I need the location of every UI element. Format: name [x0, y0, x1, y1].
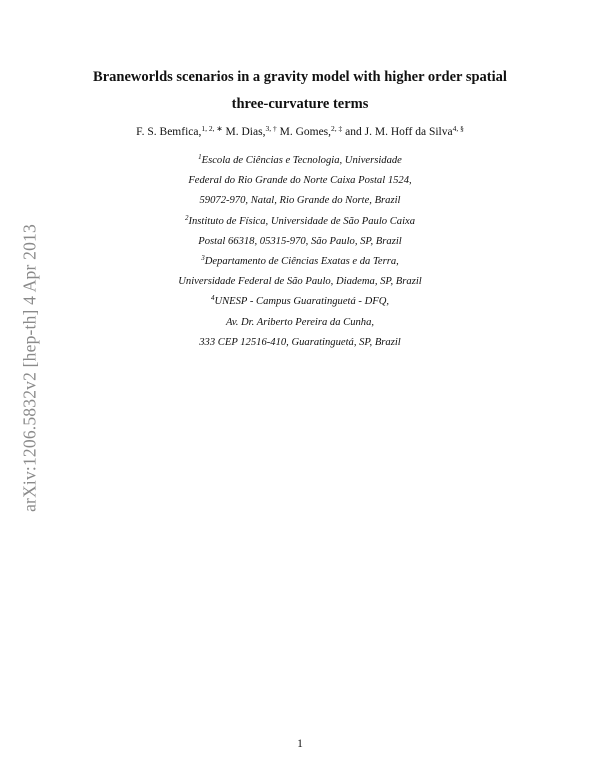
author-name: F. S. Bemfica,	[136, 126, 202, 138]
author-name: M. Dias,	[225, 126, 266, 138]
title-line-1: Braneworlds scenarios in a gravity model with higher order spatial	[93, 69, 507, 85]
affiliation-mark: 2	[184, 213, 189, 222]
author-affiliation-marks: 4, §	[452, 124, 464, 133]
author-affiliation-marks: 2, ‡	[331, 124, 343, 133]
author-separator-and: and	[345, 126, 362, 138]
affiliation-line	[62, 212, 538, 232]
affiliation-line	[62, 151, 538, 171]
affiliation-mark: 3	[201, 254, 205, 263]
affiliation-text: UNESP - Campus Guaratinguetá - DFQ,	[214, 296, 390, 308]
affiliation-text: Av. Dr. Ariberto Pereira da Cunha,	[225, 316, 375, 328]
affiliation-line	[62, 333, 538, 353]
title-line-2: three-curvature terms	[231, 96, 369, 112]
affiliation-line	[62, 313, 538, 333]
affiliation-line	[62, 272, 538, 292]
affiliation-line	[62, 171, 538, 191]
affiliation-text: Escola de Ciências e Tecnologia, Universidade	[201, 155, 402, 166]
affiliation-block	[62, 151, 538, 353]
arxiv-identifier-stamp: arXiv:1206.5832v2 [hep-th] 4 Apr 2013	[19, 224, 40, 512]
author-list	[62, 124, 538, 140]
affiliation-text: Postal 66318, 05315-970, São Paulo, SP, Brazil	[198, 235, 402, 247]
affiliation-text: Departamento de Ciências Exatas e da Terra,	[204, 256, 399, 268]
affiliation-mark: 1	[198, 153, 202, 161]
affiliation-line	[62, 292, 538, 312]
author-affiliation-marks: 1, 2, ∗	[201, 124, 223, 133]
paper-title	[62, 64, 538, 118]
author-name: J. M. Hoff da Silva	[364, 126, 453, 138]
author-name: M. Gomes,	[279, 126, 332, 138]
affiliation-line	[62, 252, 538, 272]
affiliation-mark: 4	[210, 294, 215, 303]
author-affiliation-marks: 3, †	[265, 124, 277, 133]
affiliation-text: 333 CEP 12516-410, Guaratinguetá, SP, Brazil	[199, 336, 401, 348]
affiliation-text: Federal do Rio Grande do Norte Caixa Postal 1524,	[188, 175, 412, 187]
affiliation-text: Instituto de Física, Universidade de São Paulo Caixa	[188, 215, 416, 227]
affiliation-line	[62, 232, 538, 252]
affiliation-line	[62, 191, 538, 211]
page-number: 1	[297, 738, 303, 750]
affiliation-text: 59072-970, Natal, Rio Grande do Norte, Brazil	[199, 195, 401, 207]
affiliation-text: Universidade Federal de São Paulo, Diadema, SP, Brazil	[178, 276, 422, 288]
